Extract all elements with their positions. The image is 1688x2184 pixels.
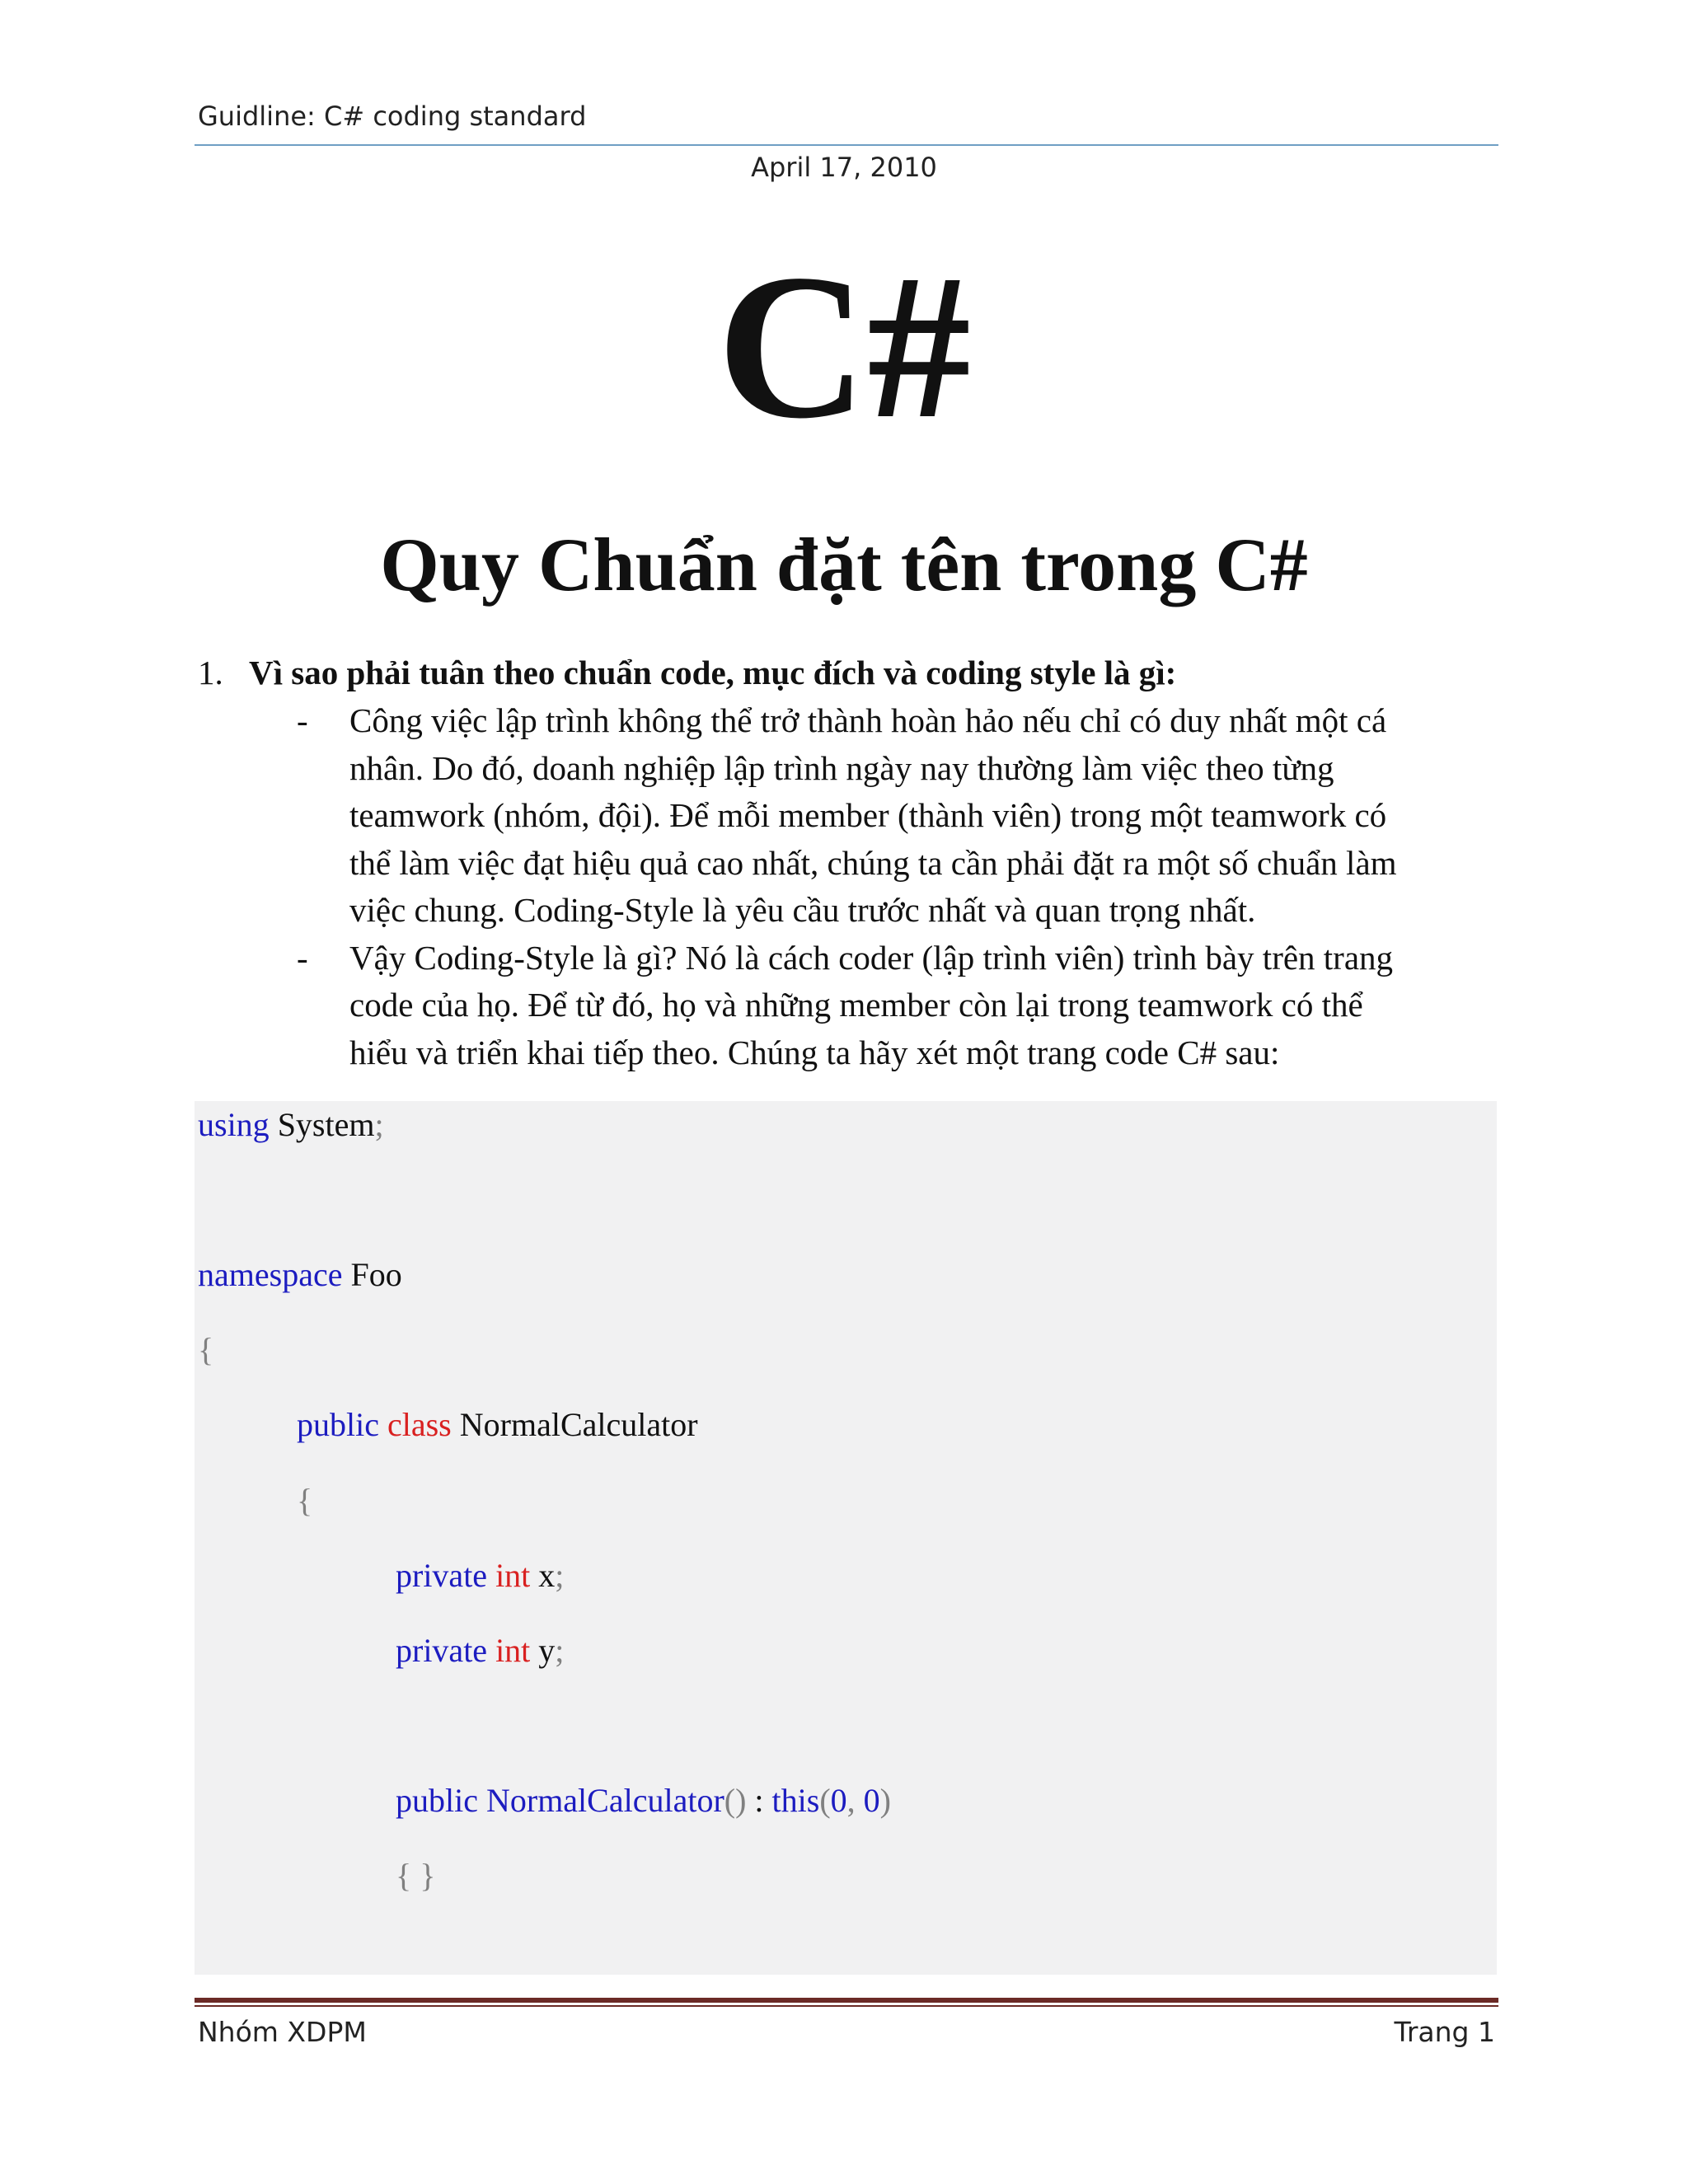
section-heading bbox=[198, 649, 1176, 696]
code-punct: ; bbox=[374, 1106, 384, 1143]
code-keyword: namespace bbox=[198, 1256, 343, 1293]
code-text: NormalCalculator bbox=[451, 1406, 698, 1443]
document-big-title: C# bbox=[717, 231, 971, 462]
footer-group-name: Nhóm XDPM bbox=[198, 2016, 367, 2048]
code-punct: { } bbox=[396, 1857, 436, 1894]
header-divider bbox=[195, 144, 1498, 146]
code-line-class bbox=[297, 1404, 698, 1446]
code-punct: ) bbox=[879, 1782, 891, 1819]
code-line-using bbox=[198, 1104, 384, 1146]
code-text: System bbox=[269, 1106, 375, 1143]
code-line-field-x bbox=[396, 1555, 564, 1596]
footer-divider bbox=[195, 1998, 1498, 2003]
code-text: : bbox=[746, 1782, 772, 1819]
code-punct: ( bbox=[819, 1782, 831, 1819]
code-type: int bbox=[487, 1557, 531, 1594]
code-text: y bbox=[530, 1632, 556, 1669]
code-punct: () bbox=[724, 1782, 747, 1819]
code-number: 0 bbox=[830, 1782, 847, 1819]
bullet-item bbox=[297, 697, 1467, 935]
code-punct: , bbox=[846, 1782, 864, 1819]
code-text: x bbox=[530, 1557, 556, 1594]
footer-page-number: Trang 1 bbox=[1394, 2016, 1495, 2048]
header-date: April 17, 2010 bbox=[751, 152, 937, 183]
code-keyword: public bbox=[297, 1406, 379, 1443]
code-line-class-brace bbox=[297, 1480, 312, 1521]
bullet-item bbox=[297, 935, 1467, 1077]
bullet-dash: - bbox=[297, 938, 308, 977]
code-punct: ; bbox=[555, 1557, 565, 1594]
code-keyword: private bbox=[396, 1632, 488, 1669]
section-number: 1. bbox=[198, 654, 223, 691]
code-line-open-brace bbox=[198, 1329, 213, 1371]
bullet-line: Công việc lập trình không thể trở thành hoàn hảo nếu chỉ có duy nhất một cá bbox=[349, 701, 1387, 739]
header-title: Guidline: C# coding standard bbox=[198, 101, 587, 132]
bullet-line: teamwork (nhóm, đội). Để mỗi member (thành viên) trong một teamwork có bbox=[349, 796, 1387, 834]
code-text: Foo bbox=[342, 1256, 402, 1293]
code-line-field-y bbox=[396, 1630, 564, 1671]
code-line-constructor-body bbox=[396, 1855, 435, 1896]
code-keyword: private bbox=[396, 1557, 488, 1594]
section-heading-text: Vì sao phải tuân theo chuẩn code, mục đích và coding style là gì: bbox=[249, 654, 1177, 691]
code-keyword: this bbox=[771, 1782, 820, 1819]
bullet-line: nhân. Do đó, doanh nghiệp lập trình ngày nay thường làm việc theo từng bbox=[349, 748, 1334, 787]
bullet-dash: - bbox=[297, 701, 308, 739]
code-keyword: public NormalCalculator bbox=[396, 1782, 724, 1819]
code-punct: { bbox=[198, 1331, 214, 1368]
code-punct: { bbox=[297, 1482, 313, 1519]
bullet-line: Vậy Coding-Style là gì? Nó là cách coder (lập trình viên) trình bày trên trang bbox=[349, 938, 1394, 977]
bullet-line: việc chung. Coding-Style là yêu cầu trước nhất và quan trọng nhất. bbox=[349, 891, 1256, 929]
code-type: int bbox=[487, 1632, 531, 1669]
bullet-line: code của họ. Để từ đó, họ và những member còn lại trong teamwork có thể bbox=[349, 986, 1363, 1024]
code-number: 0 bbox=[863, 1782, 880, 1819]
code-block bbox=[195, 1101, 1497, 1975]
document-subtitle: Quy Chuẩn đặt tên trong C# bbox=[380, 523, 1308, 607]
code-keyword: using bbox=[198, 1106, 270, 1143]
bullet-list bbox=[297, 697, 1467, 1076]
bullet-line: thể làm việc đạt hiệu quả cao nhất, chúng ta cần phải đặt ra một số chuẩn làm bbox=[349, 843, 1397, 882]
code-type: class bbox=[378, 1406, 452, 1443]
bullet-line: hiểu và triển khai tiếp theo. Chúng ta hãy xét một trang code C# sau: bbox=[349, 1033, 1280, 1071]
code-punct: ; bbox=[555, 1632, 565, 1669]
code-line-constructor bbox=[396, 1780, 891, 1821]
footer-divider-thin bbox=[195, 2005, 1498, 2007]
code-line-namespace bbox=[198, 1254, 402, 1296]
